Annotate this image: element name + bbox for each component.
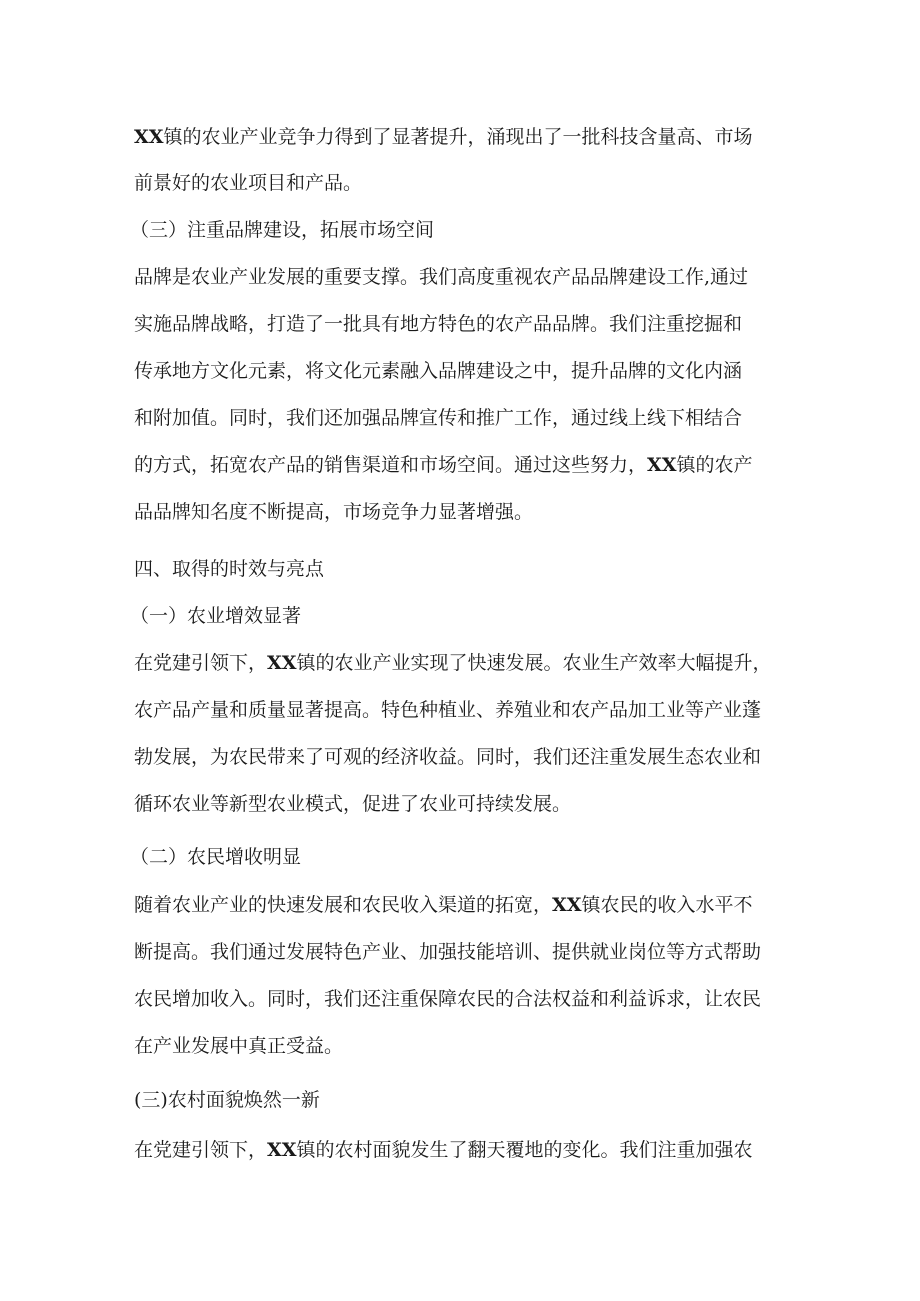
paragraph-line: 传承地方文化元素，将文化元素融入品牌建设之中，提升品牌的文化内涵 bbox=[134, 360, 743, 382]
chapter-heading: 四、取得的时效与亮点 bbox=[134, 558, 325, 580]
paragraph-line: 农民增加收入。同时，我们还注重保障农民的合法权益和利益诉求，让农民 bbox=[134, 988, 762, 1010]
town-placeholder: XX bbox=[134, 126, 164, 148]
town-placeholder: XX bbox=[552, 894, 582, 916]
paragraph-line: 断提高。我们通过发展特色产业、加强技能培训、提供就业岗位等方式帮助 bbox=[134, 941, 762, 963]
paragraph-line: 农产品产量和质量显著提高。特色种植业、养殖业和农产品加工业等产业蓬 bbox=[134, 699, 762, 721]
paragraph-line: 和附加值。同时，我们还加强品牌宣传和推广工作，通过线上线下相结合 bbox=[134, 407, 743, 429]
town-placeholder: XX bbox=[267, 1139, 297, 1161]
paragraph-line: 实施品牌战略，打造了一批具有地方特色的农产品品牌。我们注重挖掘和 bbox=[134, 313, 743, 335]
section-heading: (三)农村面貌焕然一新 bbox=[134, 1089, 320, 1111]
paragraph-line: 品品牌知名度不断提高，市场竞争力显著增强。 bbox=[134, 501, 534, 523]
paragraph-line: 的方式，拓宽农产品的销售渠道和市场空间。通过这些努力，XX镇的农产 bbox=[134, 454, 753, 476]
paragraph-line: 循环农业等新型农业模式，促进了农业可持续发展。 bbox=[134, 793, 572, 815]
paragraph-line: 品牌是农业产业发展的重要支撑。我们高度重视农产品品牌建设工作,通过 bbox=[134, 266, 749, 288]
town-placeholder: XX bbox=[647, 454, 677, 476]
paragraph-line: 前景好的农业项目和产品。 bbox=[134, 172, 363, 194]
section-heading: （二）农民增收明显 bbox=[130, 846, 302, 868]
section-heading: （一）农业增效显著 bbox=[130, 605, 302, 627]
town-placeholder: XX bbox=[267, 652, 297, 674]
paragraph-line: 在党建引领下，XX镇的农村面貌发生了翻天覆地的变化。我们注重加强农 bbox=[134, 1139, 753, 1161]
paragraph-line: 随着农业产业的快速发展和农民收入渠道的拓宽，XX镇农民的收入水平不 bbox=[134, 894, 753, 916]
paragraph-line: 在产业发展中真正受益。 bbox=[134, 1035, 344, 1057]
paragraph-line: 在党建引领下，XX镇的农业产业实现了快速发展。农业生产效率大幅提升， bbox=[134, 652, 772, 674]
paragraph-line: XX镇的农业产业竞争力得到了显著提升，涌现出了一批科技含量高、市场 bbox=[134, 126, 753, 148]
paragraph-line: 勃发展，为农民带来了可观的经济收益。同时，我们还注重发展生态农业和 bbox=[134, 746, 762, 768]
section-heading: （三）注重品牌建设，拓展市场空间 bbox=[130, 219, 435, 241]
